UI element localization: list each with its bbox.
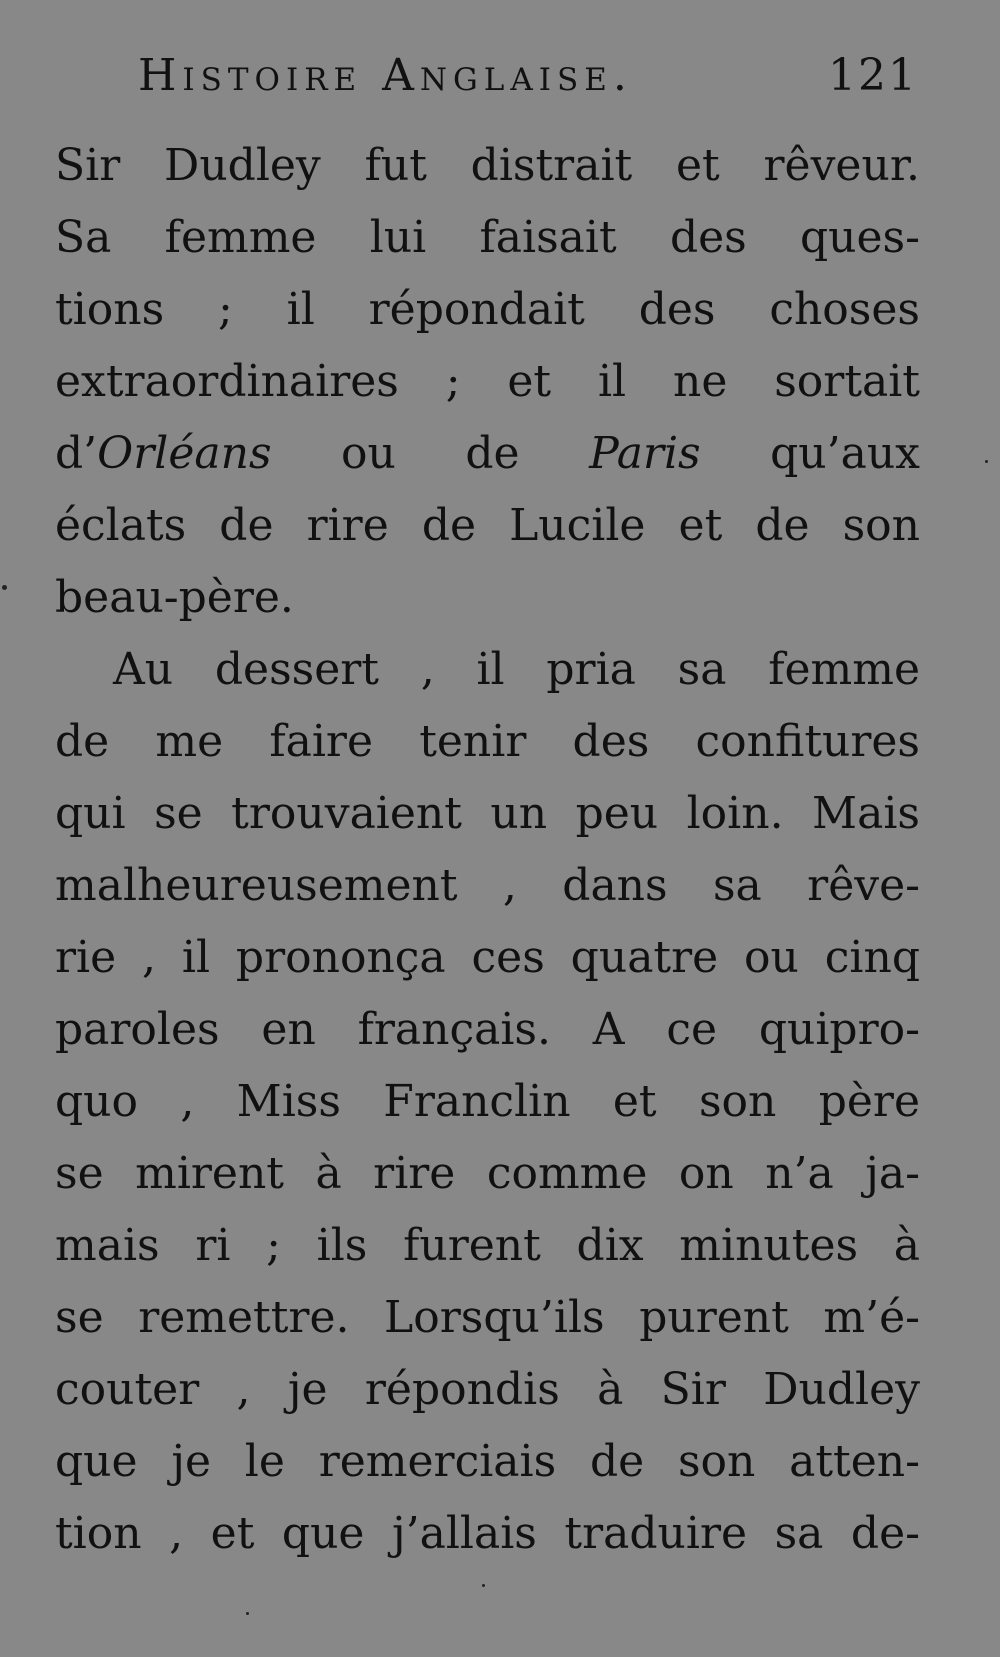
text-line: tion , et que j’allais traduire sa de- xyxy=(55,1508,920,1559)
scan-speck xyxy=(246,1612,249,1615)
text-line: extraordinaires ; et il ne sortait xyxy=(55,356,920,407)
text-line: tions ; il répondait des choses xyxy=(55,284,920,335)
text-line: mais ri ; ils furent dix minutes à xyxy=(55,1220,920,1271)
text-line: quo , Miss Franclin et son père xyxy=(55,1076,920,1127)
text-line: couter , je répondis à Sir Dudley xyxy=(55,1364,920,1415)
text-fragment: ou de xyxy=(271,428,590,479)
text-line: que je le remerciais de son atten- xyxy=(55,1436,920,1487)
italic-place-name: Paris xyxy=(589,428,701,479)
text-line: rie , il prononça ces quatre ou cinq xyxy=(55,932,920,983)
scan-speck xyxy=(482,1584,485,1587)
text-line: qui se trouvaient un peu loin. Mais xyxy=(55,788,920,839)
running-title: Histoire Anglaise. xyxy=(138,50,633,101)
text-line xyxy=(55,418,920,490)
running-head xyxy=(138,50,918,110)
italic-place-name: Orléans xyxy=(97,428,272,479)
scan-speck xyxy=(2,585,7,590)
text-line: de me faire tenir des confitures xyxy=(55,716,920,767)
text-fragment: qu’aux xyxy=(700,428,920,479)
text-line: éclats de rire de Lucile et de son xyxy=(55,500,920,551)
text-line: malheureusement , dans sa rêve- xyxy=(55,860,920,911)
text-line: Sa femme lui faisait des ques- xyxy=(55,212,920,263)
paragraph-start-line: Au dessert , il pria sa femme xyxy=(113,644,920,695)
text-line: beau-père. xyxy=(55,572,294,623)
scan-speck xyxy=(985,460,988,463)
text-line: se mirent à rire comme on n’a ja- xyxy=(55,1148,920,1199)
page-number: 121 xyxy=(828,50,918,101)
text-line: paroles en français. A ce quipro- xyxy=(55,1004,920,1055)
body-text xyxy=(55,130,920,1570)
text-line: Sir Dudley fut distrait et rêveur. xyxy=(55,140,920,191)
text-line: se remettre. Lorsqu’ils purent m’é- xyxy=(55,1292,920,1343)
text-fragment: d’ xyxy=(55,428,98,479)
